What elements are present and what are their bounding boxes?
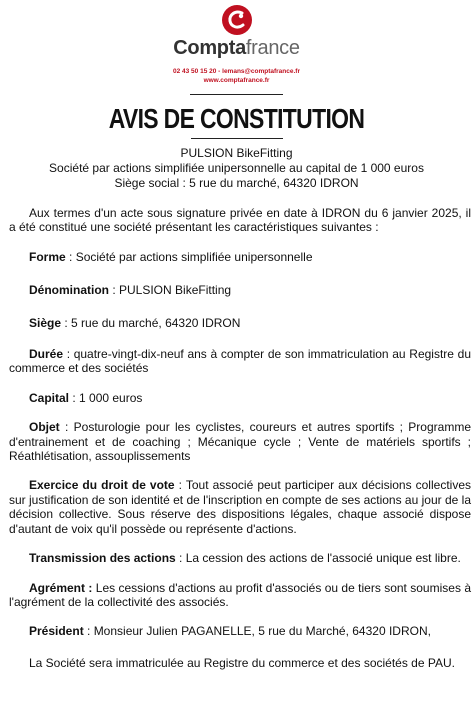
forme-text: : Société par actions simplifiée unipersonnelle bbox=[65, 249, 313, 264]
duree-text: : quatre-vingt-dix-neuf ans à compter de son immatriculation au Registre du commerce et des sociétés bbox=[9, 347, 471, 376]
brand-name bbox=[0, 37, 473, 60]
header bbox=[0, 0, 473, 100]
agrement-text: Les cessions d'actions au profit d'associés ou de tiers sont soumises à l'agrément de la collectivité des associés. bbox=[9, 580, 471, 609]
duree-label: Durée bbox=[29, 347, 64, 362]
title-underline bbox=[191, 138, 283, 139]
siege-text: : 5 rue du marché, 64320 IDRON bbox=[61, 315, 241, 330]
president-paragraph bbox=[9, 624, 471, 638]
transmission-paragraph bbox=[9, 551, 471, 565]
forme-label: Forme bbox=[29, 249, 66, 264]
agrement-paragraph bbox=[9, 581, 471, 610]
transmission-label: Transmission des actions bbox=[29, 551, 176, 566]
objet-label: Objet bbox=[29, 420, 60, 435]
preamble-paragraph: Aux termes d'un acte sous signature privée en date à IDRON du 6 janvier 2025, il a été constitué une société présentant les caractéristiques suivantes : bbox=[9, 206, 471, 235]
president-label: Président bbox=[29, 624, 84, 639]
vote-paragraph bbox=[9, 478, 471, 536]
header-divider bbox=[190, 94, 283, 95]
company-seat: Siège social : 5 rue du marché, 64320 IDRON bbox=[114, 176, 359, 190]
duree-paragraph bbox=[9, 347, 471, 376]
company-form-capital: Société par actions simplifiée unipersonnelle au capital de 1 000 euros bbox=[49, 161, 424, 175]
capital-paragraph bbox=[9, 391, 471, 405]
intro-block bbox=[0, 146, 473, 191]
denomination-paragraph bbox=[9, 283, 471, 297]
objet-text: : Posturologie pour les cyclistes, coureurs et autres sportifs ; Programme d'entrainement et de coaching ; Mécanique cycle ; Vente de matériels sportifs ; Réathlétisation, assouplissements bbox=[9, 420, 471, 464]
company-name: PULSION BikeFitting bbox=[180, 146, 293, 160]
website-link[interactable]: www.comptafrance.fr bbox=[203, 77, 270, 84]
comptafrance-logo-icon bbox=[221, 4, 253, 36]
agrement-label: Agrément : bbox=[29, 580, 93, 595]
siege-paragraph bbox=[9, 316, 471, 330]
denomination-text: : PULSION BikeFitting bbox=[109, 283, 232, 298]
siege-label: Siège bbox=[29, 315, 62, 330]
page-title: AVIS DE CONSTITUTION bbox=[108, 103, 365, 134]
brand-light: france bbox=[245, 37, 300, 59]
forme-paragraph bbox=[9, 250, 471, 264]
vote-label: Exercice du droit de vote bbox=[29, 478, 175, 493]
brand-bold: Compta bbox=[173, 37, 246, 59]
denomination-label: Dénomination bbox=[29, 283, 109, 298]
transmission-text: : La cession des actions de l'associé unique est libre. bbox=[175, 551, 461, 566]
notice-body bbox=[9, 206, 471, 670]
capital-label: Capital bbox=[29, 390, 70, 405]
objet-paragraph bbox=[9, 420, 471, 463]
president-text: : Monsieur Julien PAGANELLE, 5 rue du Marché, 64320 IDRON, bbox=[83, 624, 431, 639]
contact-line: 02 43 50 15 20 - lemans@comptafrance.fr bbox=[172, 68, 300, 75]
closing-paragraph: La Société sera immatriculée au Registre du commerce et des sociétés de PAU. bbox=[29, 655, 455, 670]
capital-text: : 1 000 euros bbox=[69, 390, 143, 405]
vote-text: : Tout associé peut participer aux décisions collectives sur justification de son identité et de l'inscription en compte de ses actions au jour de la décision collective. Sous réserve des dispositions légales, chaque associé dispose d'autant de voix qu'il possède ou représente d'actions. bbox=[9, 478, 471, 536]
